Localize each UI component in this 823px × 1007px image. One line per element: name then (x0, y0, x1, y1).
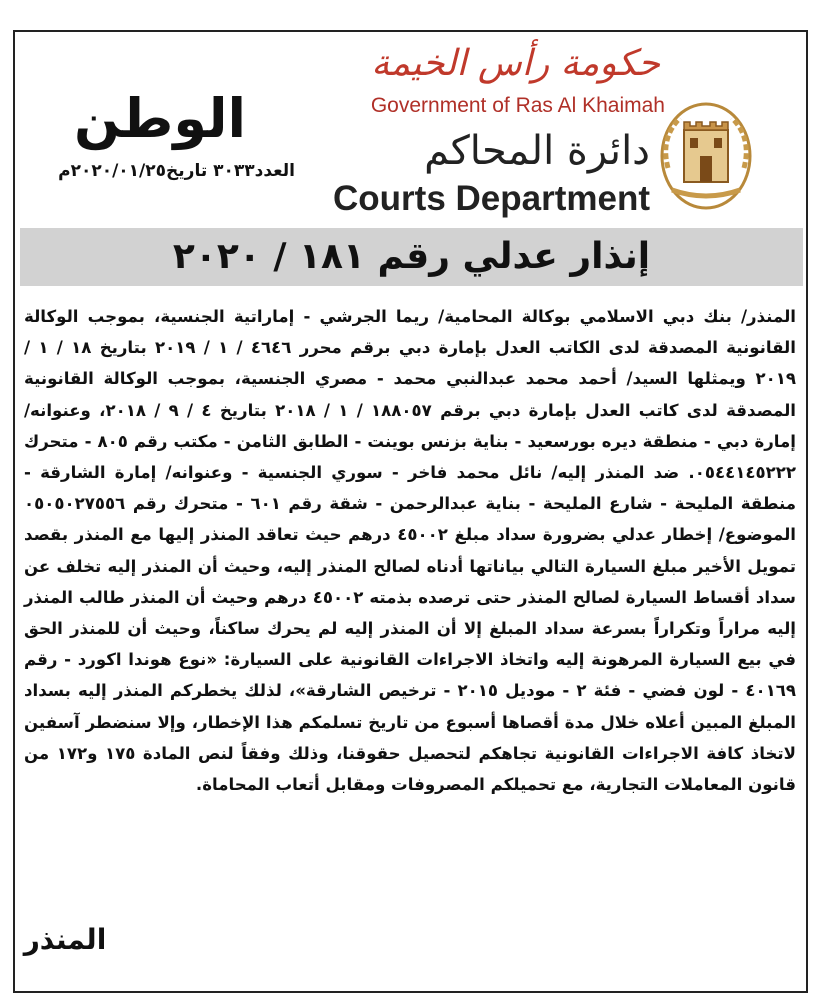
newspaper-name: الوطن (73, 87, 247, 150)
notice-body: المنذر/ بنك دبي الاسلامي بوكالة المحامية/ ريما الجرشي - إماراتية الجنسية، بموجب الوكالة القانونية المصدقة لدى الكاتب العدل بإمارة دبي برقم محرر ٤٦٤٦ / ١ / ٢٠١٩ بتاريخ ١٨ / ١ / ٢٠١٩ ويمثلها السيد/ أحمد محمد عبدالنبي محمد - مصري الجنسية، بموجب الوكالة القانونية المصدقة لدى كاتب العدل بإمارة دبي برقم ١٨٨٠٥٧ / ١ / ٢٠١٨ بتاريخ ٤ / ٩ / ٢٠١٨، وعنوانه/ إمارة دبي - منطقة ديره بورسعيد - بناية بزنس بوينت - الطابق الثامن - مكتب رقم ٨٠٥ - متحرك ٠٥٤٤١٤٥٢٢٢. ضد المنذر إليه/ نائل محمد فاخر - سوري الجنسية - وعنوانه/ إمارة الشارقة - منطقة المليحة - شارع المليحة - بناية عبدالرحمن - شقة رقم ٦٠١ - متحرك رقم ٠٥٠٥٠٢٧٥٥٦ الموضوع/ إخطار عدلي بضرورة سداد مبلغ ٤٥٠٠٢ درهم حيث تعاقد المنذر إليها مع المنذر بقصد تمويل الأخير مبلغ السيارة التالي بياناتها أدناه لصالح المنذر إليه، وحيث أن المنذر إليه تخلف عن سداد أقساط السيارة لصالح المنذر حتى ترصده بذمته ٤٥٠٠٢ درهم وحيث أن المنذر طالب المنذر إليه مراراً وتكراراً بسرعة سداد المبلغ إلا أن المنذر إليه لم يحرك ساكناً، وحيث أن للمنذر الحق في بيع السيارة المرهونة إليه واتخاذ الاجراءات القانونية على السيارة: «نوع هوندا اكورد - رقم ٤٠١٦٩ - لون فضي - فئة ٢ - موديل ٢٠١٥ - ترخيص الشارقة»، لذلك يخطركم المنذر إليه بسداد المبلغ المبين أعلاه خلال مدة أقصاها أسبوع من تاريخ تسلمكم هذا الإخطار، وإلا سنضطر آسفين لاتخاذ كافة الاجراءات القانونية تجاهكم لتحصيل حقوقنا، وذلك وفقاً لنص المادة ١٧٥ و١٧٢ من قانون المعاملات التجارية، مع تحميلكم المصروفات ومقابل أتعاب المحاماة. (24, 307, 797, 795)
department-name-english: Courts Department (333, 179, 650, 218)
department-name-arabic: دائرة المحاكم (424, 128, 650, 174)
signature: المنذر (23, 923, 107, 956)
fort-emblem-icon (650, 98, 762, 213)
title-bar (20, 228, 803, 286)
issue-info: العدد٣٠٣٣ تاريخ٢٠٢٠/٠١/٢٥م (58, 161, 295, 181)
government-name-english: Government of Ras Al Khaimah (370, 94, 665, 117)
notice-title: إنذار عدلي رقم ١٨١ / ٢٠٢٠ (172, 236, 651, 277)
government-name-arabic: حكومة رأس الخيمة (371, 43, 660, 84)
